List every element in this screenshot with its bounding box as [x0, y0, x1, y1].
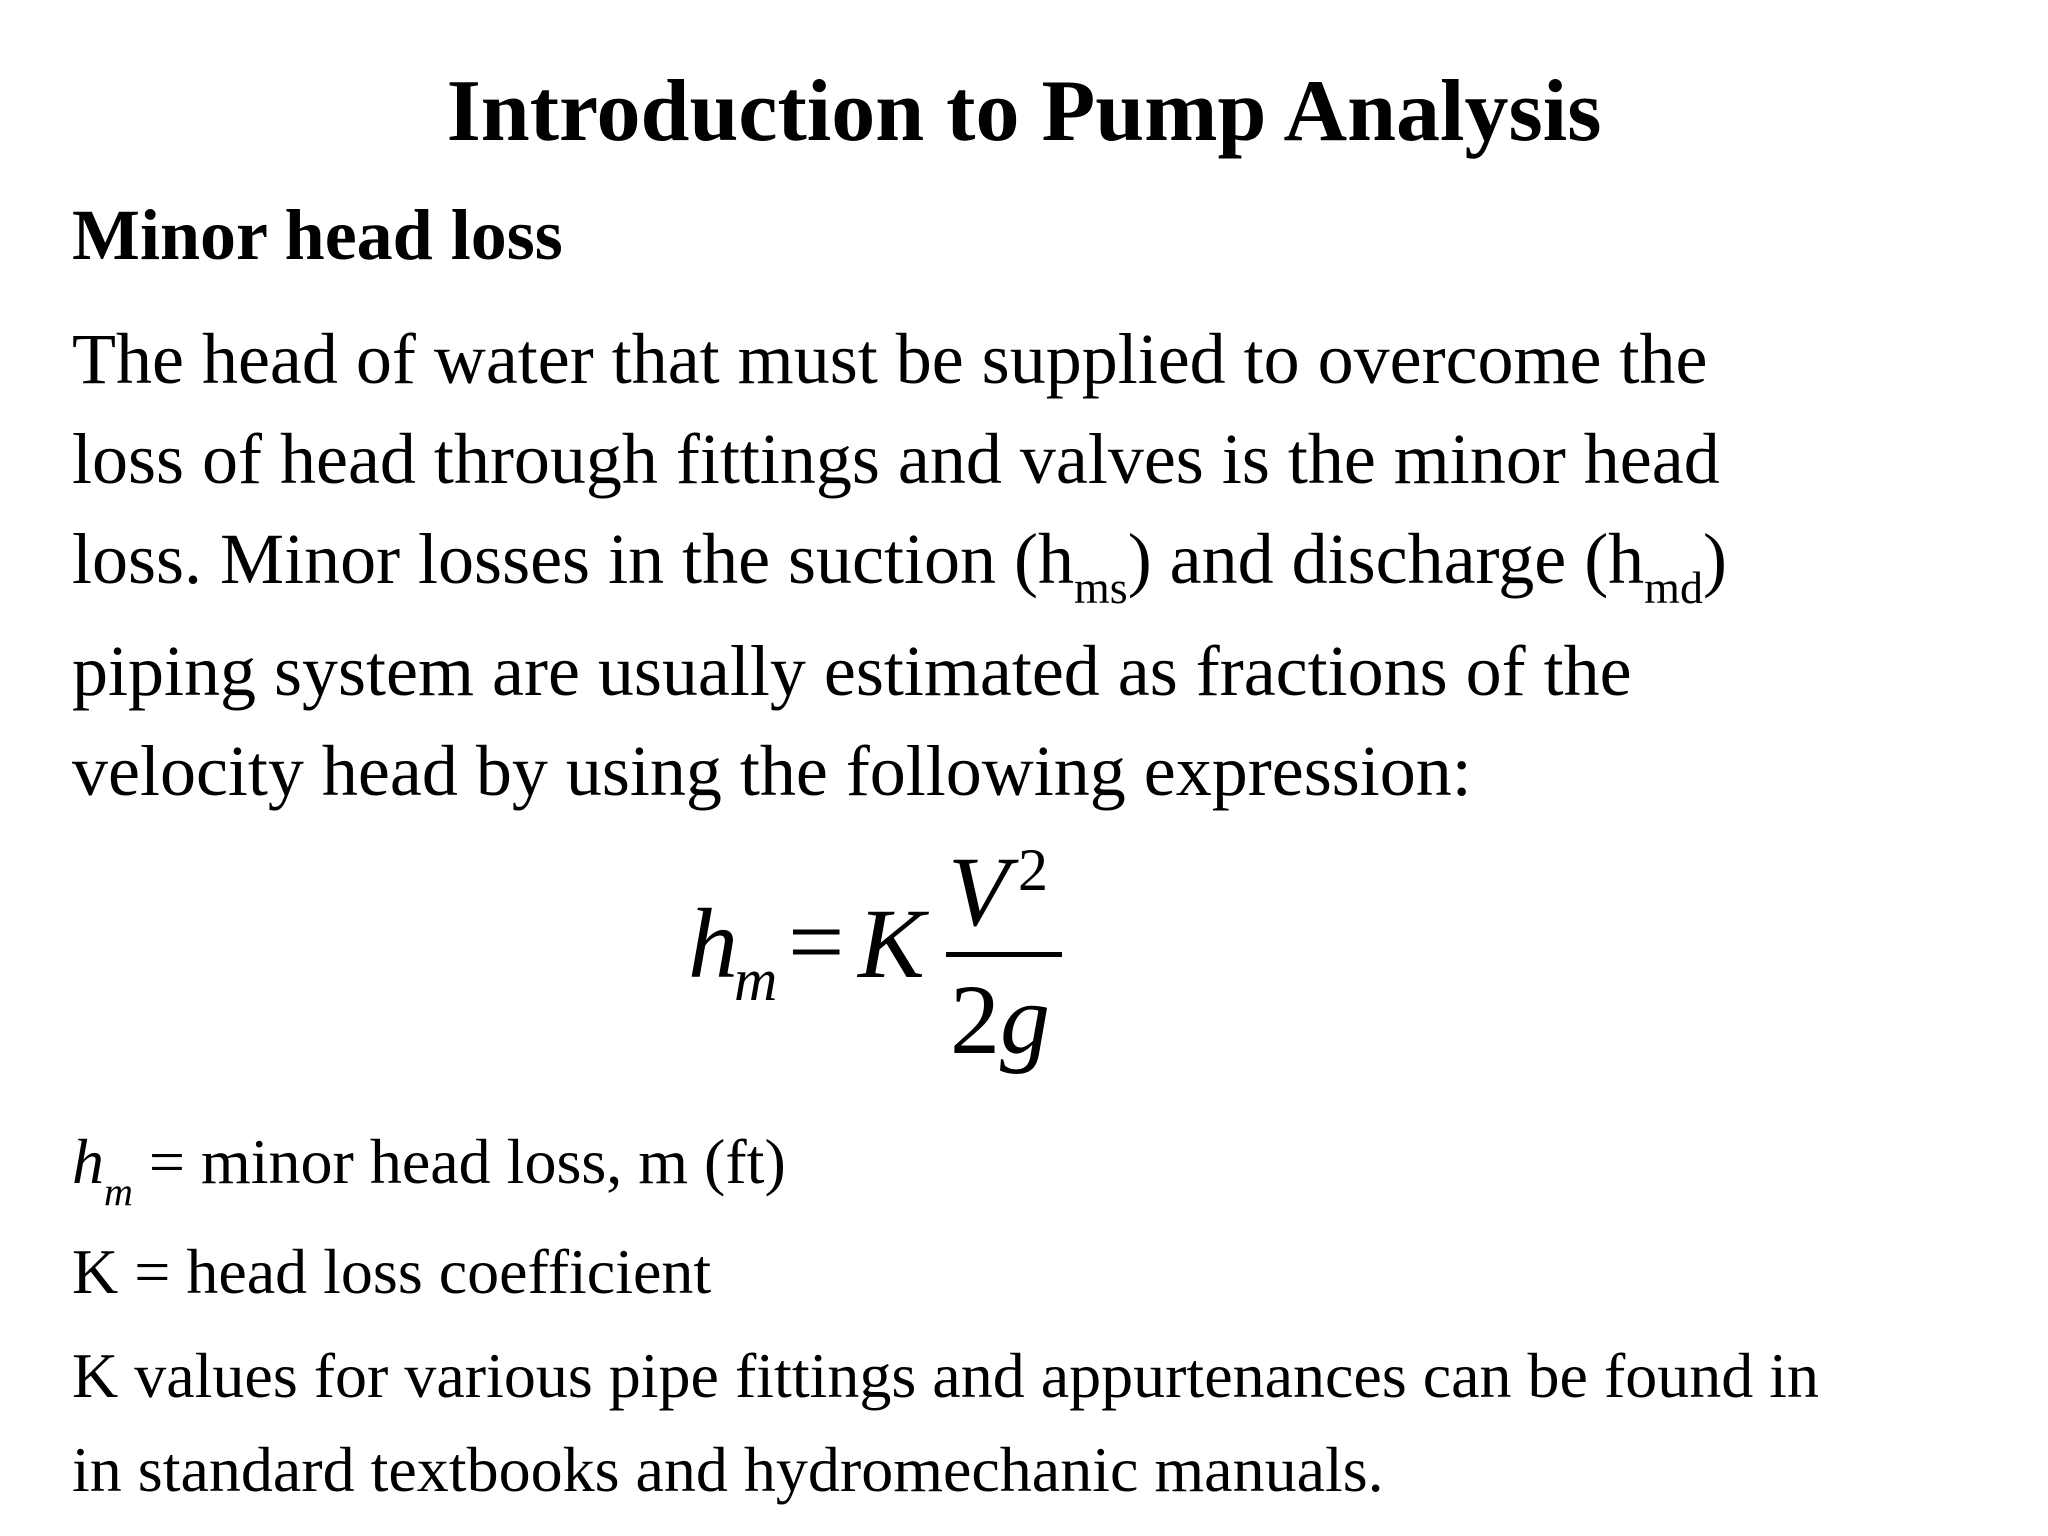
definition-hm-subscript: m: [104, 1169, 133, 1214]
definition-hm-text: = minor head loss, m (ft): [132, 1126, 786, 1197]
definition-hm: [72, 1122, 786, 1214]
paragraph-line-3-text-c: ): [1702, 519, 1727, 599]
equation-exponent: 2: [1018, 837, 1048, 903]
equation-denominator-2: 2: [950, 964, 1000, 1075]
slide-title: Introduction to Pump Analysis: [446, 63, 1602, 160]
paragraph-line-5: velocity head by using the following expression:: [72, 731, 1472, 811]
paragraph-line-3-text-a: loss. Minor losses in the suction (h: [72, 519, 1074, 599]
note-line-1: K values for various pipe fittings and appurtenances can be found in: [72, 1340, 1820, 1411]
paragraph-line-4: piping system are usually estimated as fractions of the: [72, 631, 1632, 711]
equation-h: h: [688, 888, 738, 999]
paragraph-line-3-text-b: ) and discharge (h: [1127, 519, 1645, 599]
paragraph-line-2: loss of head through fittings and valves is the minor head: [72, 419, 1720, 499]
paragraph-line-3: [72, 509, 2032, 621]
equation-k: K: [858, 888, 925, 999]
minor-loss-equation: [688, 836, 1088, 1082]
note-line-2: in standard textbooks and hydromechanic manuals.: [72, 1434, 1384, 1505]
equation-denominator: [950, 964, 1050, 1075]
paragraph-line-1: The head of water that must be supplied to overcome the: [72, 319, 1708, 399]
equation-equals: =: [788, 886, 845, 997]
body-paragraph: [72, 309, 2032, 821]
definition-k: K = head loss coefficient: [72, 1236, 712, 1307]
fraction-bar: [946, 952, 1062, 957]
section-heading: Minor head loss: [72, 195, 563, 275]
equation-denominator-g: g: [1000, 964, 1050, 1075]
equation-numerator-v: V: [948, 836, 1010, 947]
discharge-subscript: md: [1644, 562, 1703, 613]
suction-subscript: ms: [1074, 562, 1128, 613]
equation-subscript-m: m: [734, 947, 778, 1013]
definition-hm-symbol: h: [72, 1126, 104, 1197]
